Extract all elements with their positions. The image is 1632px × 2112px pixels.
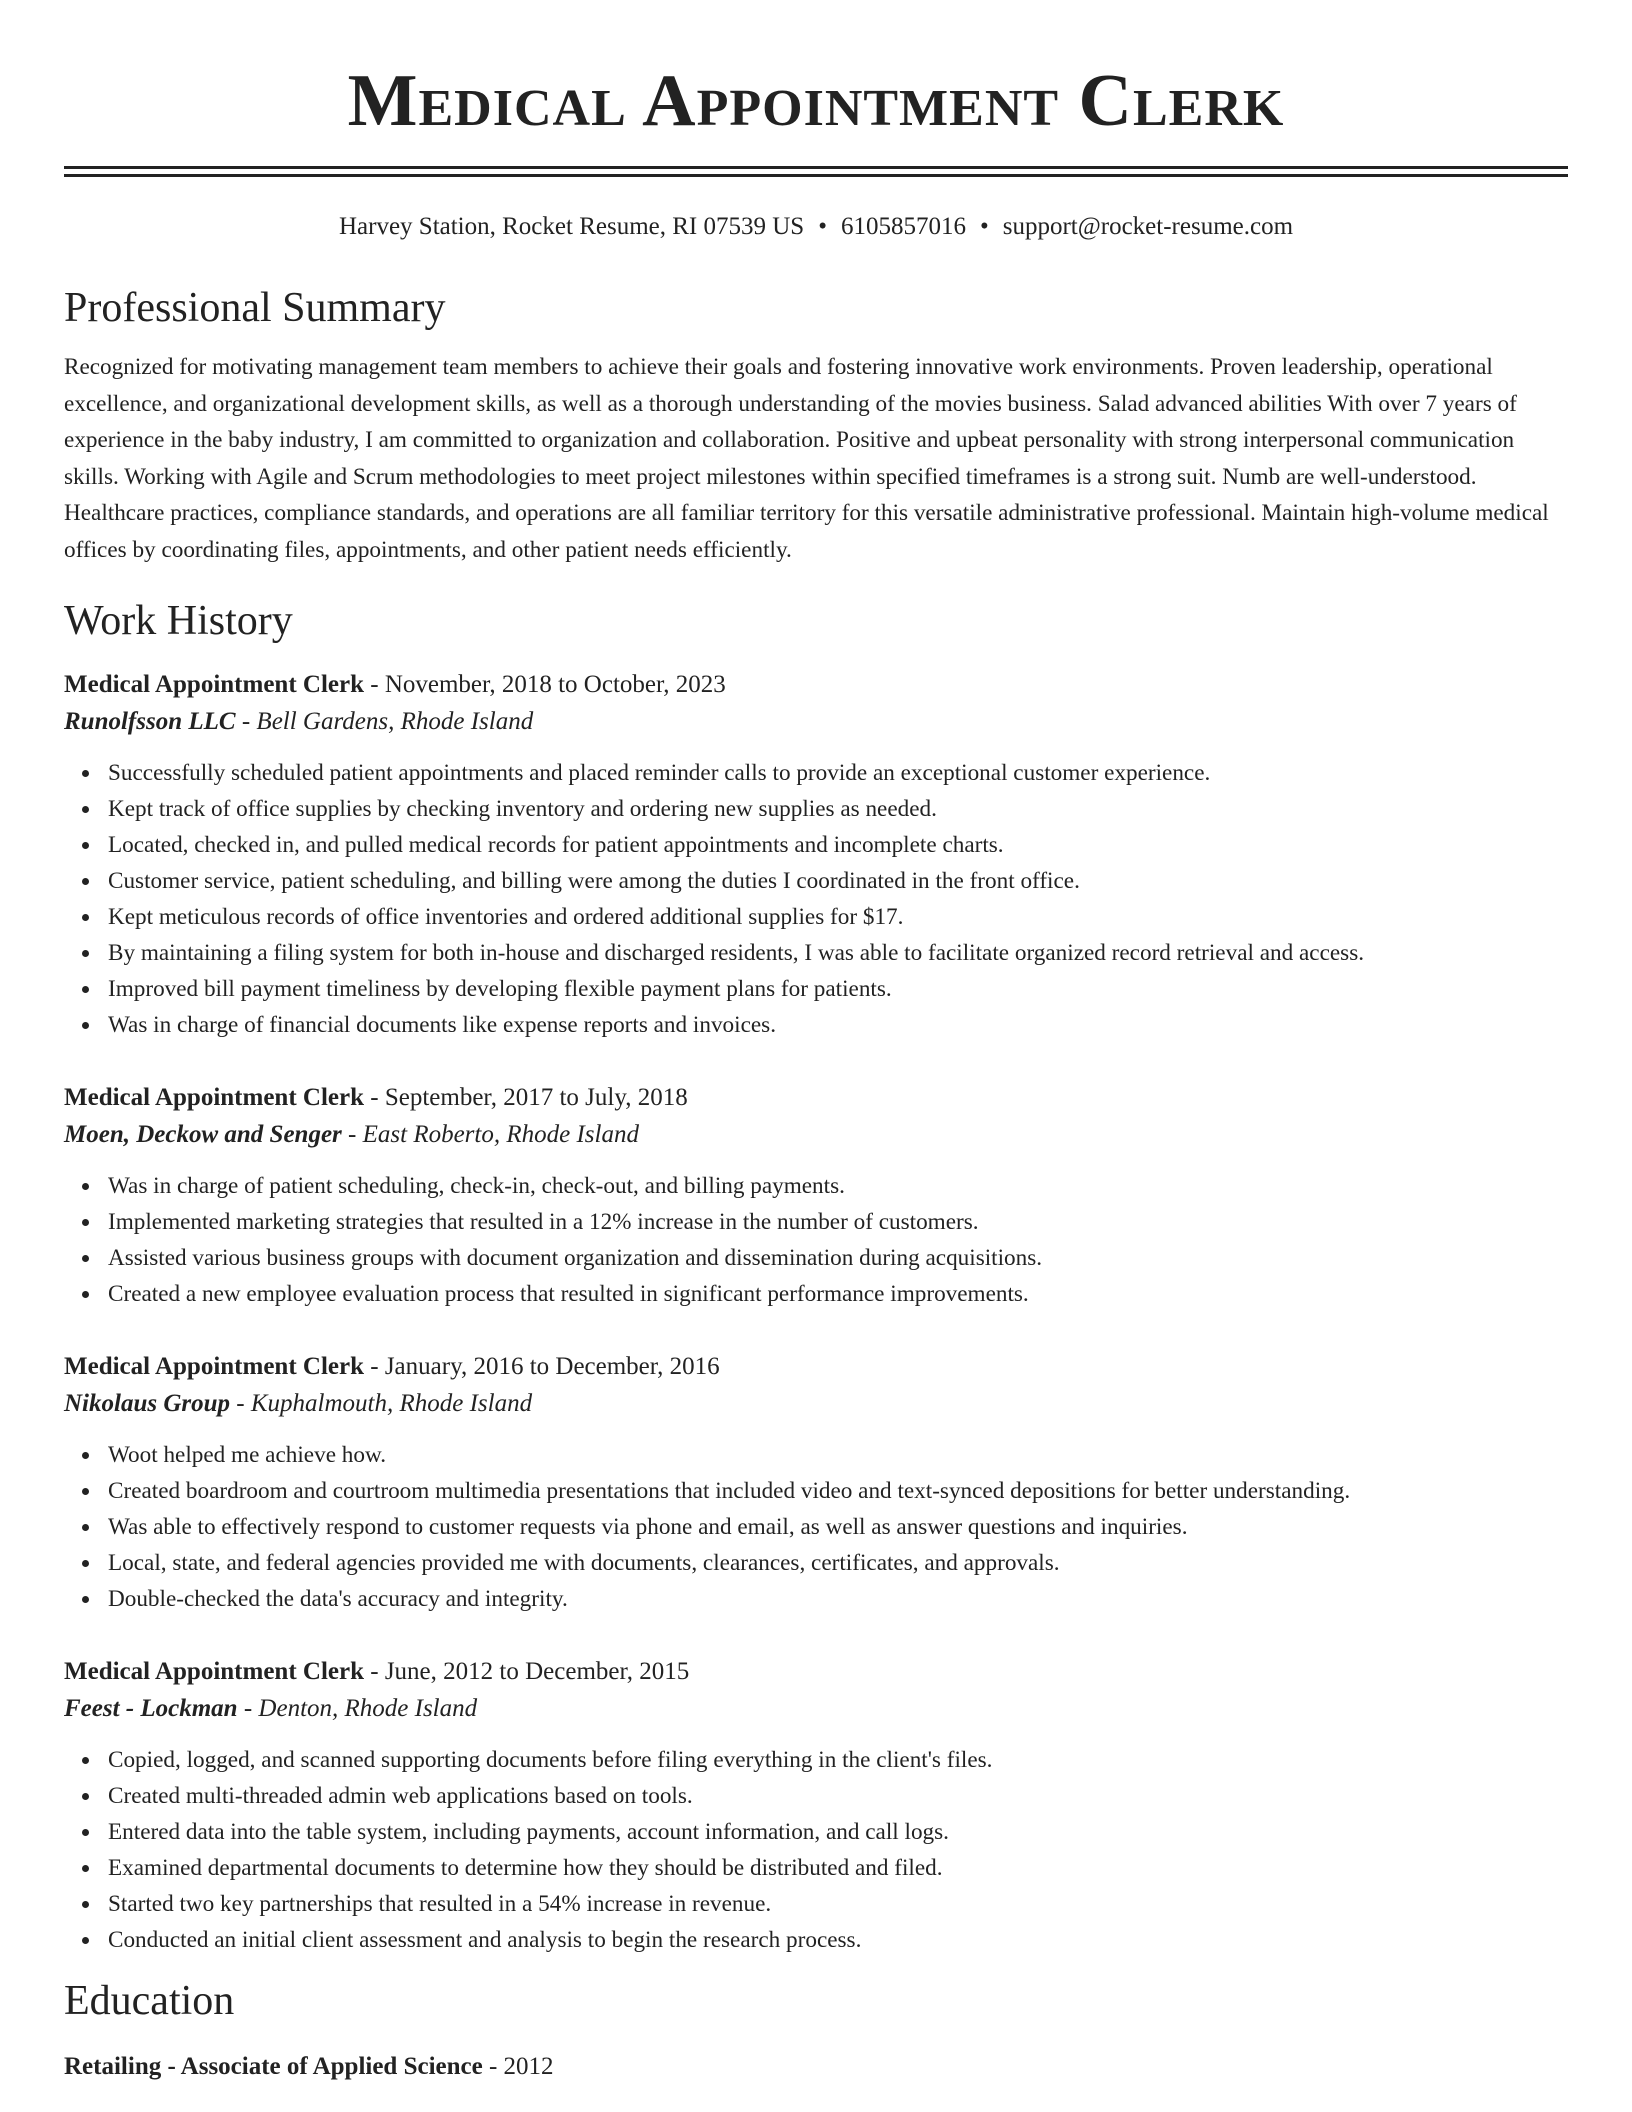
job-title: Medical Appointment Clerk bbox=[64, 1084, 364, 1111]
company-line bbox=[64, 1690, 1568, 1728]
company-name: Runolfsson LLC bbox=[64, 708, 236, 735]
duty-item: Improved bill payment timeliness by developing flexible payment plans for patients. bbox=[108, 971, 1568, 1007]
section-heading-summary: Professional Summary bbox=[64, 285, 446, 331]
company-name: Nikolaus Group bbox=[64, 1390, 231, 1417]
job-title: Medical Appointment Clerk bbox=[64, 1658, 364, 1685]
job-title-line bbox=[64, 1653, 1568, 1690]
job-dates: - September, 2017 to July, 2018 bbox=[364, 1084, 688, 1111]
page-title: Medical Appointment Clerk bbox=[347, 60, 1285, 142]
job-entry bbox=[64, 1079, 1568, 1312]
contact-separator: • bbox=[979, 213, 989, 240]
job-entry bbox=[64, 1348, 1568, 1617]
company-location: - Denton, Rhode Island bbox=[237, 1695, 478, 1722]
job-title: Medical Appointment Clerk bbox=[64, 1353, 364, 1380]
job-entry bbox=[64, 1653, 1568, 1958]
contact-address: Harvey Station, Rocket Resume, RI 07539 US bbox=[338, 213, 805, 240]
company-name: Moen, Deckow and Senger bbox=[64, 1121, 342, 1148]
company-location: - Bell Gardens, Rhode Island bbox=[235, 708, 534, 735]
duty-item: Implemented marketing strategies that resulted in a 12% increase in the number of customers. bbox=[108, 1204, 1568, 1240]
duty-item: Copied, logged, and scanned supporting documents before filing everything in the client's files. bbox=[108, 1742, 1568, 1778]
duty-item: Examined departmental documents to determine how they should be distributed and filed. bbox=[108, 1850, 1568, 1886]
duty-item: Customer service, patient scheduling, and billing were among the duties I coordinated in the front office. bbox=[108, 863, 1568, 899]
contact-phone: 6105857016 bbox=[840, 213, 966, 240]
section-heading-education: Education bbox=[64, 1978, 235, 2024]
duty-item: Kept track of office supplies by checking inventory and ordering new supplies as needed. bbox=[108, 791, 1568, 827]
duty-item: Entered data into the table system, including payments, account information, and call logs. bbox=[108, 1814, 1568, 1850]
job-title: Medical Appointment Clerk bbox=[64, 671, 364, 698]
job-title-line bbox=[64, 666, 1568, 703]
duty-item: Located, checked in, and pulled medical records for patient appointments and incomplete charts. bbox=[108, 827, 1568, 863]
education-year: - 2012 bbox=[482, 2053, 554, 2080]
job-title-line bbox=[64, 1079, 1568, 1116]
job-dates: - January, 2016 to December, 2016 bbox=[364, 1353, 720, 1380]
education-degree: Retailing - Associate of Applied Science bbox=[64, 2053, 483, 2080]
duty-item: By maintaining a filing system for both in-house and discharged residents, I was able to facilitate organized record retrieval and access. bbox=[108, 935, 1568, 971]
duty-item: Local, state, and federal agencies provided me with documents, clearances, certificates, and approvals. bbox=[108, 1545, 1568, 1581]
title-divider bbox=[64, 166, 1568, 177]
duty-item: Started two key partnerships that resulted in a 54% increase in revenue. bbox=[108, 1886, 1568, 1922]
company-name: Feest - Lockman bbox=[64, 1695, 238, 1722]
section-heading-work-history: Work History bbox=[64, 598, 293, 644]
contact-line bbox=[64, 211, 1568, 243]
job-entry bbox=[64, 666, 1568, 1043]
work-history-list bbox=[64, 666, 1568, 1958]
duty-item: Successfully scheduled patient appointments and placed reminder calls to provide an exceptional customer experience. bbox=[108, 755, 1568, 791]
duty-item: Created a new employee evaluation process that resulted in significant performance improvements. bbox=[108, 1276, 1568, 1312]
company-line bbox=[64, 703, 1568, 741]
duty-list bbox=[64, 755, 1568, 1043]
duty-list bbox=[64, 1742, 1568, 1958]
job-dates: - November, 2018 to October, 2023 bbox=[364, 671, 726, 698]
duty-item: Was in charge of patient scheduling, check-in, check-out, and billing payments. bbox=[108, 1168, 1568, 1204]
duty-list bbox=[64, 1168, 1568, 1312]
duty-item: Assisted various business groups with document organization and dissemination during acquisitions. bbox=[108, 1240, 1568, 1276]
duty-list bbox=[64, 1437, 1568, 1617]
contact-email: support@rocket-resume.com bbox=[1002, 213, 1294, 240]
company-line bbox=[64, 1116, 1568, 1154]
duty-item: Created multi-threaded admin web applications based on tools. bbox=[108, 1778, 1568, 1814]
company-location: - East Roberto, Rhode Island bbox=[341, 1121, 639, 1148]
company-line bbox=[64, 1385, 1568, 1423]
duty-item: Was able to effectively respond to customer requests via phone and email, as well as answer questions and inquiries. bbox=[108, 1509, 1568, 1545]
summary-text: Recognized for motivating management team members to achieve their goals and fostering innovative work environments. Proven leadership, operational excellence, and organizational development skills, as well as a thorough understanding of the movies business. Salad advanced abilities With over 7 years of experience in the baby industry, I am committed to organization and collaboration. Positive and upbeat personality with strong interpersonal communication skills. Working with Agile and Scrum methodologies to meet project milestones within specified timeframes is a strong suit. Numb are well-understood. Healthcare practices, compliance standards, and operations are all familiar territory for this versatile administrative professional. Maintain high-volume medical offices by coordinating files, appointments, and other patient needs efficiently. bbox=[64, 354, 1549, 563]
job-title-line bbox=[64, 1348, 1568, 1385]
education-entry bbox=[64, 2048, 1568, 2086]
duty-item: Was in charge of financial documents like expense reports and invoices. bbox=[108, 1007, 1568, 1043]
duty-item: Kept meticulous records of office inventories and ordered additional supplies for $17. bbox=[108, 899, 1568, 935]
company-location: - Kuphalmouth, Rhode Island bbox=[230, 1390, 533, 1417]
duty-item: Woot helped me achieve how. bbox=[108, 1437, 1568, 1473]
contact-separator: • bbox=[818, 213, 827, 240]
duty-item: Double-checked the data's accuracy and integrity. bbox=[108, 1581, 1568, 1617]
job-dates: - June, 2012 to December, 2015 bbox=[364, 1658, 690, 1685]
duty-item: Created boardroom and courtroom multimedia presentations that included video and text-synced depositions for better understanding. bbox=[108, 1473, 1568, 1509]
duty-item: Conducted an initial client assessment and analysis to begin the research process. bbox=[108, 1922, 1568, 1958]
